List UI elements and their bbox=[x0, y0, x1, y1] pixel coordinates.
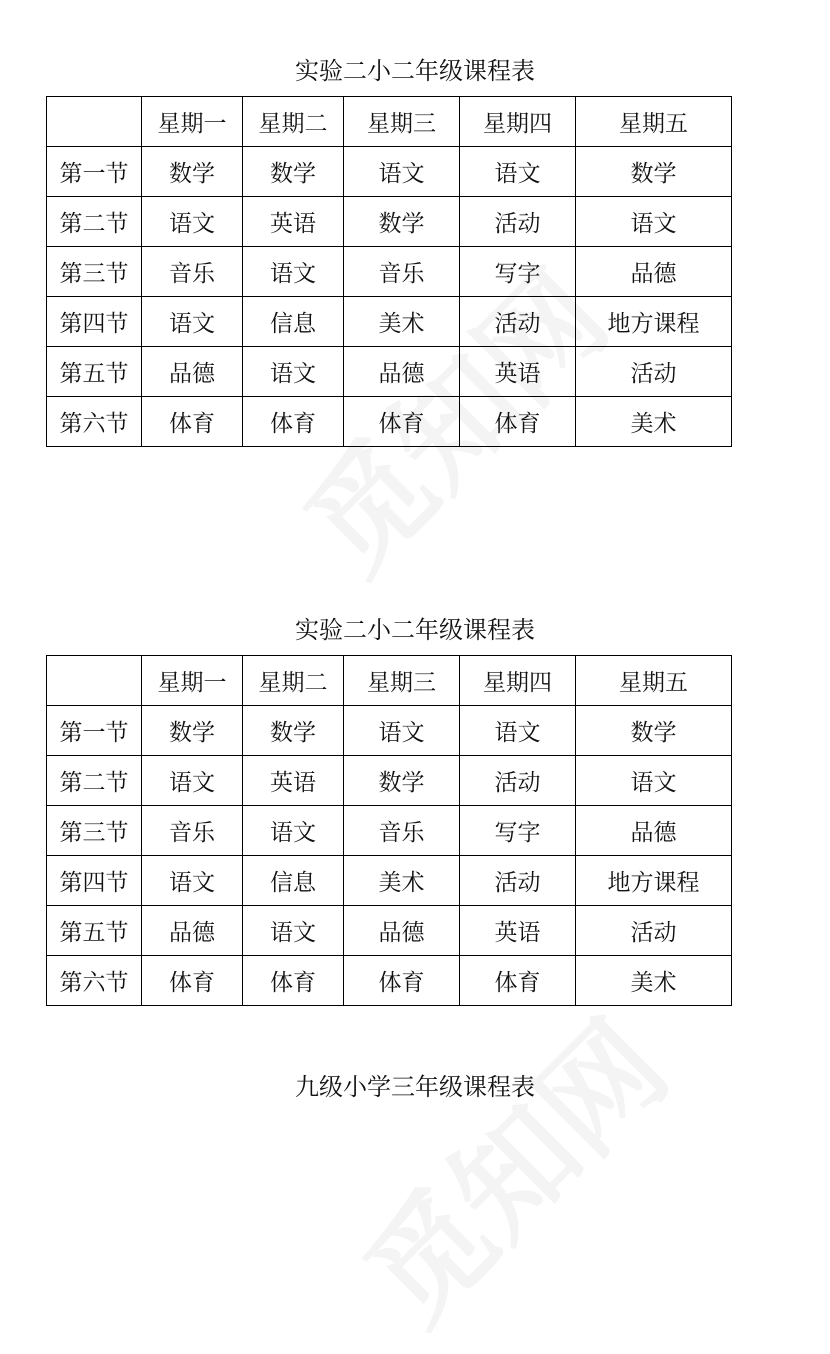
subject-cell: 品德 bbox=[344, 906, 460, 956]
weekday-header-cell: 星期五 bbox=[576, 97, 732, 147]
subject-cell: 数学 bbox=[243, 706, 344, 756]
subject-cell: 美术 bbox=[576, 956, 732, 1006]
subject-cell: 体育 bbox=[142, 956, 243, 1006]
subject-cell: 活动 bbox=[460, 756, 576, 806]
subject-cell: 体育 bbox=[344, 956, 460, 1006]
subject-cell: 体育 bbox=[344, 397, 460, 447]
subject-cell: 语文 bbox=[142, 197, 243, 247]
subject-cell: 信息 bbox=[243, 297, 344, 347]
subject-cell: 音乐 bbox=[142, 806, 243, 856]
subject-cell: 品德 bbox=[344, 347, 460, 397]
subject-cell: 美术 bbox=[576, 397, 732, 447]
subject-cell: 数学 bbox=[576, 147, 732, 197]
subject-cell: 语文 bbox=[243, 906, 344, 956]
schedule-table bbox=[46, 655, 732, 1006]
watermark bbox=[322, 978, 698, 1354]
subject-cell: 活动 bbox=[460, 297, 576, 347]
period-label-cell: 第一节 bbox=[47, 147, 142, 197]
weekday-header-cell: 星期二 bbox=[243, 656, 344, 706]
subject-cell: 英语 bbox=[460, 906, 576, 956]
period-label-cell: 第二节 bbox=[47, 197, 142, 247]
subject-cell: 语文 bbox=[243, 806, 344, 856]
weekday-header-cell: 星期二 bbox=[243, 97, 344, 147]
subject-cell: 语文 bbox=[243, 347, 344, 397]
subject-cell: 英语 bbox=[460, 347, 576, 397]
subject-cell: 数学 bbox=[142, 147, 243, 197]
weekday-header-cell: 星期四 bbox=[460, 656, 576, 706]
table-row bbox=[47, 856, 732, 906]
subject-cell: 音乐 bbox=[142, 247, 243, 297]
subject-cell: 体育 bbox=[243, 956, 344, 1006]
schedule-title: 实验二小二年级课程表 bbox=[295, 57, 535, 85]
table-row bbox=[47, 756, 732, 806]
corner-cell bbox=[47, 97, 142, 147]
subject-cell: 语文 bbox=[460, 706, 576, 756]
subject-cell: 体育 bbox=[460, 397, 576, 447]
table-row bbox=[47, 956, 732, 1006]
table-row bbox=[47, 706, 732, 756]
weekday-header-cell: 星期一 bbox=[142, 97, 243, 147]
subject-cell: 体育 bbox=[142, 397, 243, 447]
subject-cell: 活动 bbox=[576, 347, 732, 397]
schedule-title: 实验二小二年级课程表 bbox=[295, 616, 535, 644]
period-label-cell: 第六节 bbox=[47, 956, 142, 1006]
weekday-header-cell: 星期四 bbox=[460, 97, 576, 147]
table-row bbox=[47, 247, 732, 297]
weekday-header-cell: 星期三 bbox=[344, 97, 460, 147]
header-row bbox=[47, 656, 732, 706]
subject-cell: 美术 bbox=[344, 856, 460, 906]
subject-cell: 语文 bbox=[344, 706, 460, 756]
subject-cell: 语文 bbox=[243, 247, 344, 297]
table-row bbox=[47, 806, 732, 856]
subject-cell: 品德 bbox=[576, 806, 732, 856]
subject-cell: 信息 bbox=[243, 856, 344, 906]
weekday-header-cell: 星期一 bbox=[142, 656, 243, 706]
subject-cell: 活动 bbox=[460, 856, 576, 906]
period-label-cell: 第四节 bbox=[47, 297, 142, 347]
corner-cell bbox=[47, 656, 142, 706]
subject-cell: 语文 bbox=[576, 756, 732, 806]
schedule-title: 九级小学三年级课程表 bbox=[295, 1073, 535, 1101]
schedule-table bbox=[46, 96, 732, 447]
table-row bbox=[47, 397, 732, 447]
period-label-cell: 第三节 bbox=[47, 806, 142, 856]
subject-cell: 写字 bbox=[460, 247, 576, 297]
table-row bbox=[47, 297, 732, 347]
table-row bbox=[47, 347, 732, 397]
subject-cell: 品德 bbox=[576, 247, 732, 297]
period-label-cell: 第二节 bbox=[47, 756, 142, 806]
subject-cell: 数学 bbox=[243, 147, 344, 197]
subject-cell: 数学 bbox=[344, 756, 460, 806]
subject-cell: 语文 bbox=[142, 297, 243, 347]
subject-cell: 活动 bbox=[576, 906, 732, 956]
subject-cell: 体育 bbox=[243, 397, 344, 447]
period-label-cell: 第五节 bbox=[47, 906, 142, 956]
weekday-header-cell: 星期三 bbox=[344, 656, 460, 706]
period-label-cell: 第一节 bbox=[47, 706, 142, 756]
header-row bbox=[47, 97, 732, 147]
subject-cell: 数学 bbox=[576, 706, 732, 756]
subject-cell: 体育 bbox=[460, 956, 576, 1006]
subject-cell: 英语 bbox=[243, 756, 344, 806]
subject-cell: 语文 bbox=[460, 147, 576, 197]
period-label-cell: 第五节 bbox=[47, 347, 142, 397]
weekday-header-cell: 星期五 bbox=[576, 656, 732, 706]
subject-cell: 语文 bbox=[576, 197, 732, 247]
subject-cell: 英语 bbox=[243, 197, 344, 247]
period-label-cell: 第四节 bbox=[47, 856, 142, 906]
subject-cell: 音乐 bbox=[344, 806, 460, 856]
table-row bbox=[47, 147, 732, 197]
subject-cell: 语文 bbox=[142, 756, 243, 806]
subject-cell: 语文 bbox=[142, 856, 243, 906]
table-row bbox=[47, 906, 732, 956]
subject-cell: 语文 bbox=[344, 147, 460, 197]
subject-cell: 美术 bbox=[344, 297, 460, 347]
period-label-cell: 第六节 bbox=[47, 397, 142, 447]
subject-cell: 活动 bbox=[460, 197, 576, 247]
subject-cell: 音乐 bbox=[344, 247, 460, 297]
table-row bbox=[47, 197, 732, 247]
subject-cell: 品德 bbox=[142, 906, 243, 956]
subject-cell: 地方课程 bbox=[576, 856, 732, 906]
subject-cell: 品德 bbox=[142, 347, 243, 397]
subject-cell: 写字 bbox=[460, 806, 576, 856]
subject-cell: 数学 bbox=[344, 197, 460, 247]
period-label-cell: 第三节 bbox=[47, 247, 142, 297]
subject-cell: 数学 bbox=[142, 706, 243, 756]
subject-cell: 地方课程 bbox=[576, 297, 732, 347]
